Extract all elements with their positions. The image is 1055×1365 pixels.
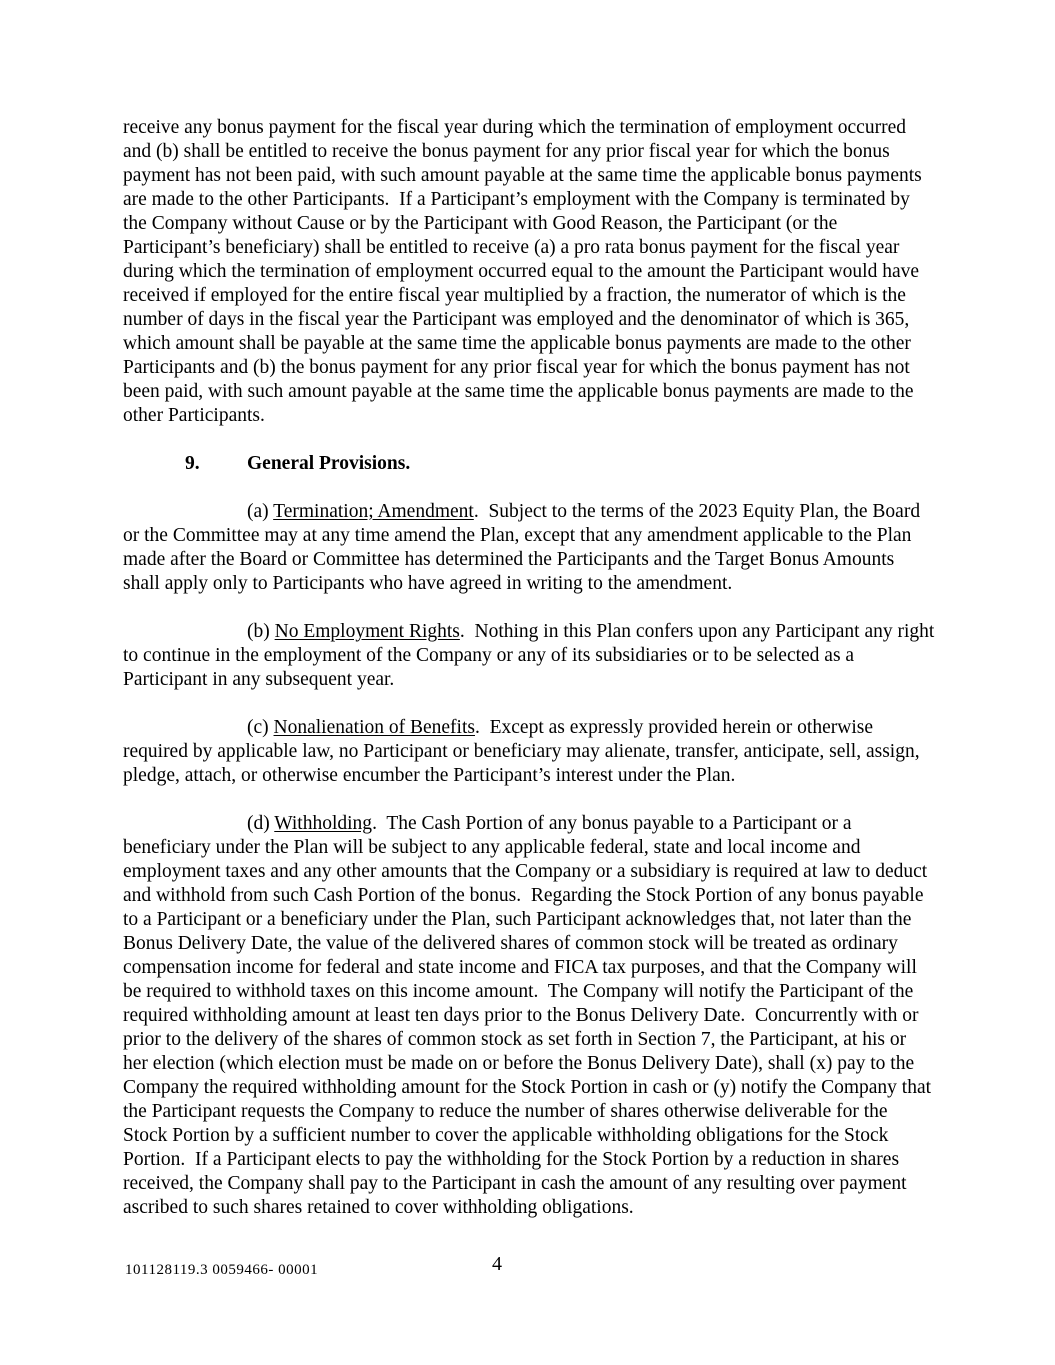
subsection-c-body: . Except as expressly provided herein or otherwise required by applicable law, no Participant or beneficiary may alienate, transfer, anticipate, sell, assign, pledge, attach, or otherwise encumber the Participant’s interest under the Plan. bbox=[123, 717, 925, 786]
subsection-a bbox=[123, 500, 935, 596]
subsection-b-label: (b) bbox=[247, 621, 275, 642]
subsection-a-label: (a) bbox=[247, 501, 274, 522]
subsection-b-title: No Employment Rights bbox=[274, 621, 460, 642]
subsection-b-body: . Nothing in this Plan confers upon any Participant any right to continue in the employment of the Company or any of its subsidiaries or to be selected as a Participant in any subsequent year. bbox=[123, 621, 940, 690]
subsection-d-body: . The Cash Portion of any bonus payable to a Participant or a beneficiary under the Plan will be subject to any applicable federal, state and local income and employment taxes and any other amounts that the Company or a subsidiary is required at law to deduct and withhold from such Cash Portion of the bonus. Regarding the Stock Portion of any bonus payable to a Participant or a beneficiary under the Plan, such Participant acknowledges that, not later than the Bonus Delivery Date, the value of the delivered shares of common stock will be treated as ordinary compensation income for federal and state income and FICA tax purposes, and that the Company will be required to withhold taxes on this income amount. The Company will notify the Participant of the required withholding amount at least ten days prior to the Bonus Delivery Date. Concurrently with or prior to the delivery of the shares of common stock as set forth in Section 7, the Participant, at his or her election (which election must be made on or before the Bonus Delivery Date), shall (x) pay to the Company the required withholding amount for the Stock Portion in cash or (y) notify the Company that the Participant requests the Company to reduce the number of shares otherwise deliverable for the Stock Portion by a sufficient number to cover the applicable withholding obligations for the Stock Portion. If a Participant elects to pay the withholding for the Stock Portion by a reduction in shares received, the Company shall pay to the Participant in cash the amount of any resulting over payment ascribed to such shares retained to cover withholding obligations. bbox=[123, 813, 936, 1218]
section-heading bbox=[123, 452, 935, 476]
subsection-d bbox=[123, 812, 935, 1220]
subsection-b bbox=[123, 620, 940, 692]
paragraph-continuation: receive any bonus payment for the fiscal year during which the termination of employment occurred and (b) shall be entitled to receive the bonus payment for any prior fiscal year for which the bonus payment has not been paid, with such amount payable at the same time the applicable bonus payments are made to the other Participants. If a Participant’s employment with the Company is terminated by the Company without Cause or by the Participant with Good Reason, the Participant (or the Participant’s beneficiary) shall be entitled to receive (a) a pro rata bonus payment for the fiscal year during which the termination of employment occurred equal to the amount the Participant would have received if employed for the entire fiscal year multiplied by a fraction, the numerator of which is the number of days in the fiscal year the Participant was employed and the denominator of which is 365, which amount shall be payable at the same time the applicable bonus payments are made to the other Participants and (b) the bonus payment for any prior fiscal year for which the bonus payment has not been paid, with such amount payable at the same time the applicable bonus payments are made to the other Participants. bbox=[123, 117, 927, 426]
page-content bbox=[123, 116, 940, 1244]
section-number: 9. bbox=[185, 453, 200, 474]
subsection-a-body: . Subject to the terms of the 2023 Equity Plan, the Board or the Committee may at any time amend the Plan, except that any amendment applicable to the Plan made after the Board or Committee has determined the Participants and the Target Bonus Amounts shall apply only to Participants who have agreed in writing to the amendment. bbox=[123, 501, 925, 594]
subsection-d-title: Withholding bbox=[274, 813, 373, 834]
footer-document-id: 101128119.3 0059466- 00001 bbox=[125, 1262, 319, 1278]
subsection-c-title: Nonalienation of Benefits bbox=[273, 717, 475, 738]
subsection-c bbox=[123, 716, 935, 788]
page-number: 4 bbox=[492, 1253, 502, 1275]
section-title: General Provisions. bbox=[247, 453, 411, 474]
subsection-d-label: (d) bbox=[247, 813, 275, 834]
subsection-a-title: Termination; Amendment bbox=[273, 501, 474, 522]
subsection-c-label: (c) bbox=[247, 717, 274, 738]
